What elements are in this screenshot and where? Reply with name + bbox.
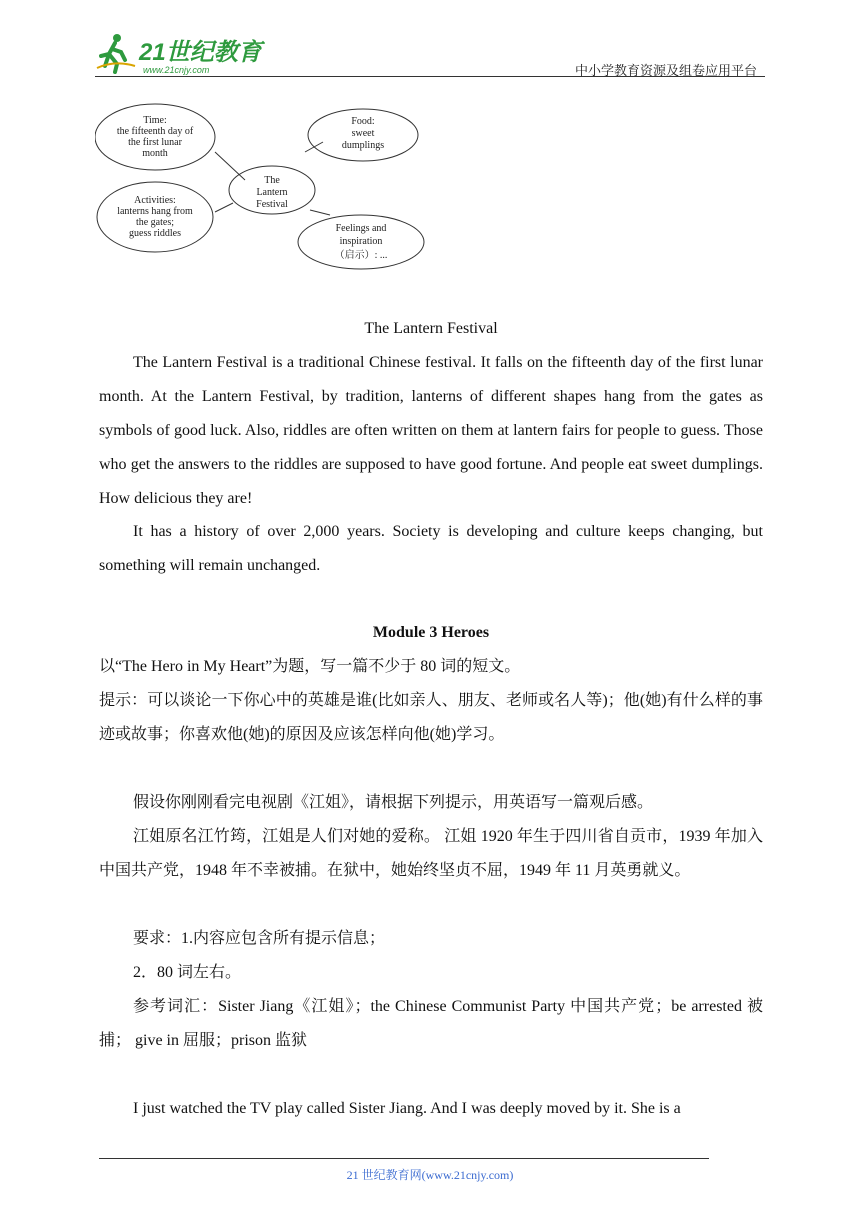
activities-line-3: the gates; [135,217,175,228]
connector-activities [215,203,233,212]
food-line-3: dumplings [341,140,385,151]
time-line-3: the first lunar [128,137,182,148]
module-heading: Module 3 Heroes [372,624,490,641]
time-line-1: Time: [143,115,167,126]
footer-text: 21 世纪教育网(www.21cnjy.com) [346,1168,514,1182]
platform-name: 中小学教育资源及组卷应用平台 [574,63,757,78]
essay-paragraph-2: It has a history of over 2,000 years. Society is developing and culture keeps changing, but something will remain unchanged. [99,523,763,574]
task-requirement-1: 要求：1.内容应包含所有提示信息； [133,930,386,947]
essay-paragraph-1: The Lantern Festival is a traditional Chinese festival. It falls on the fifteenth day of the first lunar month. At the Lantern Festival, by tradition, lanterns of different shapes hang from the gates as symbols of good luck. Also, riddles are often written on them at lantern fairs for people to guess. Those who get the answers to the riddles are supposed to have good fortune. And people eat sweet dumplings. How delicious they are! [99,354,763,507]
module-prompt: 以“The Hero in My Heart”为题，写一篇不少于 80 词的短文。 [99,658,521,675]
task-intro: 假设你刚刚看完电视剧《江姐》，请根据下列提示，用英语写一篇观后感。 [133,794,654,811]
task-vocabulary: 参考词汇：Sister Jiang《江姐》；the Chinese Communist Party 中国共产党；be arrested 被捕； give in 屈服；prison 监狱 [99,998,763,1049]
header-divider [95,76,765,77]
center-line-2: Lantern [256,187,288,198]
feelings-line-3: （启示）: ... [334,250,388,261]
food-line-2: sweet [351,128,375,139]
connector-feelings [310,210,330,215]
feelings-line-1: Feelings and [335,223,387,234]
food-line-1: Food: [351,116,375,127]
center-line-3: Festival [256,199,288,210]
essay-title: The Lantern Festival [364,320,498,337]
sample-answer: I just watched the TV play called Sister Jiang. And I was deeply moved by it. She is a [133,1100,681,1117]
activities-line-4: guess riddles [129,228,181,239]
runner-icon [97,34,135,72]
center-line-1: The [264,175,280,186]
logo-url: www.21cnjy.com [143,65,210,75]
feelings-line-2: inspiration [339,236,383,247]
connector-time [215,152,245,180]
logo-text: 21世纪教育 [139,39,262,66]
module-hint: 提示：可以谈论一下你心中的英雄是谁(比如亲人、朋友、老师或名人等)；他(她)有什么样的事迹或故事；你喜欢他(她)的原因及应该怎样向他(她)学习。 [99,692,763,743]
activities-line-1: Activities: [134,195,176,206]
logo [95,30,265,76]
time-line-4: month [142,148,168,159]
task-background: 江姐原名江竹筠，江姐是人们对她的爱称。 江姐 1920 年生于四川省自贡市，1939 年加入中国共产党，1948 年不幸被捕。在狱中，她始终坚贞不屈，1949 年 11 月英勇就义。 [99,828,763,879]
activities-line-2: lanterns hang from [117,206,193,217]
task-requirement-2: 2．80 词左右。 [133,964,242,981]
page-header [95,28,765,78]
mind-map-diagram [95,102,435,277]
footer-divider [99,1158,709,1159]
time-line-2: the fifteenth day of [116,126,194,137]
